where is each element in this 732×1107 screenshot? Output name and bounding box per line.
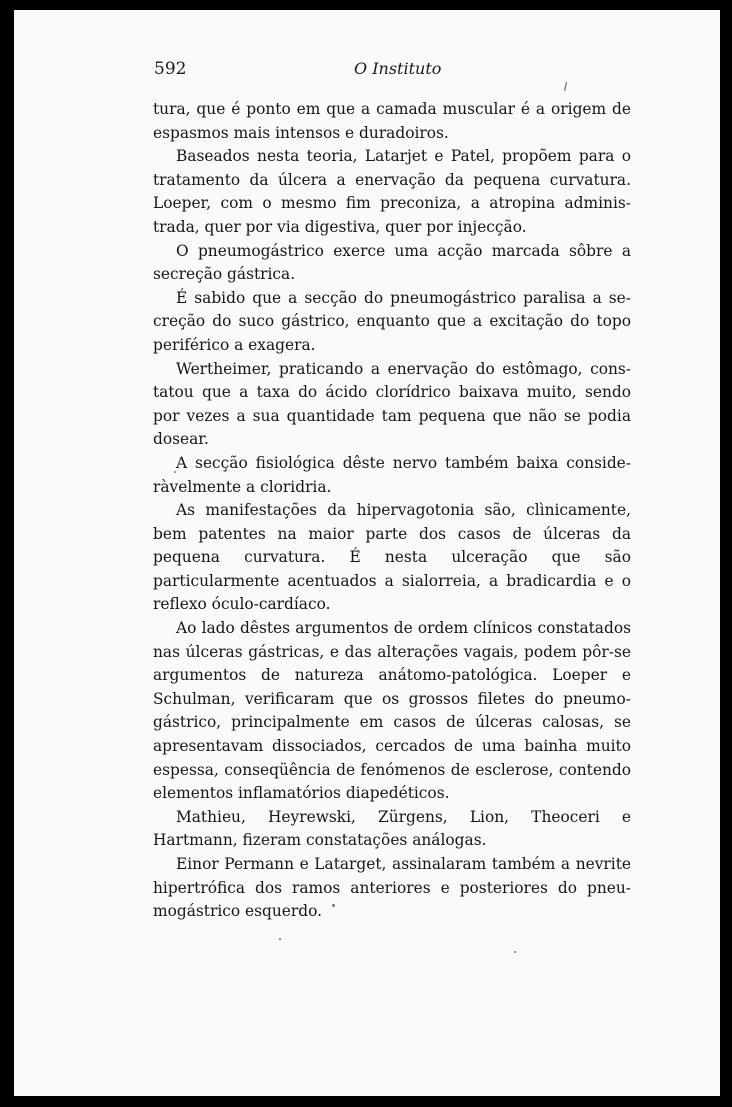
paragraph-2: Baseados nesta teoria, Latarjet e Patel, propõem para o tratamento da úlcera a enervação da pequena curvatura. Loeper, com o mesmo fim preconiza, a atropina administrada, quer por via digestiva, quer por injecção.: [153, 147, 631, 236]
paragraph-5: Wertheimer, praticando a enervação do estômago, constatou que a taxa do ácido clorídrico baixava muito, sendo por vezes a sua quantidade tam pequena que não se podia dosear.: [153, 359, 631, 449]
paper-speck: [332, 904, 335, 907]
paragraph-6: A secção fisiológica dêste nervo também baixa consideràvelmente a cloridria.: [153, 453, 631, 496]
page-header: [154, 59, 634, 83]
running-title: O Instituto: [354, 59, 442, 78]
paper-speck: [279, 938, 281, 940]
paragraph-8: Ao lado dêstes argumentos de ordem clínicos constatados nas úlceras gástricas, e das alterações vagais, podem pôr-se argumentos de natureza anátomo-patológica. Loeper e Schulman, verificaram que os grossos filetes do pneumogástrico, principalmente em casos de úlceras calosas, se apresentavam dissociados, cercados de uma bainha muito espessa, conseqüência de fenómenos de esclerose, contendo elementos inflamatórios diapedéticos.: [153, 619, 631, 803]
paragraph-3: O pneumogástrico exerce uma acção marcada sôbre a secreção gástrica.: [153, 241, 631, 284]
body-text: [153, 98, 631, 924]
ink-mark: [564, 82, 567, 91]
paragraph-1: tura, que é ponto em que a camada muscular é a origem de espasmos mais intensos e duradoiros.: [153, 100, 631, 142]
page-number: 592: [154, 59, 187, 79]
paragraph-9: Mathieu, Heyrewski, Zürgens, Lion, Theoceri e Hartmann, fizeram constatações análogas.: [153, 807, 631, 850]
paragraph-10: Einor Permann e Latarget, assinalaram também a nevrite hipertrófica dos ramos anteriores e posteriores do pneumogástrico esquerdo.: [153, 855, 631, 921]
paragraph-4: É sabido que a secção do pneumogástrico paralisa a secreção do suco gástrico, enquanto que a excitação do topo periférico a exagera.: [153, 288, 631, 354]
paragraph-7: As manifestações da hipervagotonia são, clìnicamente, bem patentes na maior parte dos casos de úlceras da pequena curvatura. É nesta ulceração que são particularmente acentuados a sialorreia, a bradicardia e o reflexo óculo-cardíaco.: [153, 501, 631, 614]
paper-speck: [514, 951, 516, 953]
paper-speck: [174, 471, 176, 473]
book-page: [14, 10, 720, 1096]
